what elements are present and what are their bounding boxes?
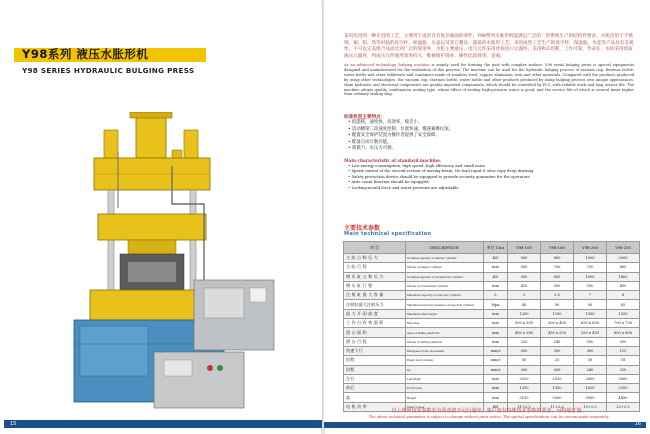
spec-col-header: 单位 Unit [484, 242, 508, 254]
spec-cell: mm/s [484, 356, 508, 365]
features-heading-en: Main characteristic of standard machine. [344, 158, 442, 163]
feature-item-en: • Low energy consumption, high speed, high efficiency and small noise [348, 163, 486, 168]
spec-item-en: Stroke of pressurized cylinder [406, 281, 484, 290]
feature-item-cn: • 配备自动计数功能。 [348, 139, 392, 145]
spec-cell: 750 [574, 263, 607, 272]
spec-item-cn: 回程 [344, 365, 406, 374]
spec-cell: 1300 [541, 384, 574, 393]
spec-item-cn: 快速下行 [344, 346, 406, 355]
spec-item-cn: 增 压 缸 公 称 压 力 [344, 272, 406, 281]
spec-cell: kW [484, 402, 508, 411]
table-row [344, 337, 640, 346]
feature-item-en: • Speed control of the second section of moving beam, No-load rapid & slow copy deep drawing [348, 168, 534, 174]
spec-cell: 350 [574, 281, 607, 290]
table-row [344, 393, 640, 402]
spec-cell: 1200 [541, 309, 574, 318]
spec-item-cn: 电 机 功 率 [344, 402, 406, 411]
footnote-cn: 以上所列技术参数若有更改恕不另行通知，客户如有特殊技术参数的要求，可特别订做。 [391, 408, 587, 414]
footer-bar-left [4, 420, 322, 428]
spec-cell: 1350 [508, 384, 541, 393]
spec-cell: 700 x 700 [607, 319, 640, 328]
spec-cell: mm [484, 384, 508, 393]
page-number-left: 15 [10, 421, 17, 427]
spec-item-cn: 注 射 缸 最 大 容 量 [344, 291, 406, 300]
spec-item-cn: 高 [344, 393, 406, 402]
table-row [344, 281, 640, 290]
right-page [324, 2, 646, 428]
spec-item-en: Front back [406, 384, 484, 393]
intro-text-cn: 采用先进的一种先进的工艺，主要用于成形具有复杂曲面的零件。Y98系列水胀形机能满足广泛的一管系统生产的结构件要求，水机适用于不锈钢、铜、铝、铁等材质的真空杯、保温瓶、水壶以及其它餐具、器皿的水胀形工艺，采用成型工艺生产的真空杯、保温瓶，水壶等产品具有美观性，不可以完美组合从而达到广泛的使用外，水机主要液压、电气元件采用优质进口元器件，采用PLC控制，工作可靠，寿命长，水机采用优质液压元器件，所成压元件使用效率持久，维修维护简单，操作比较简单，直观。 [344, 34, 634, 59]
spec-cell: 300 [574, 346, 607, 355]
features-heading-cn: 标准机型主要特点： [344, 115, 386, 120]
spec-col-header: Y98-200 [574, 242, 607, 254]
spec-cell: 800 [541, 254, 574, 263]
spec-cell: 200 [508, 365, 541, 374]
spec-col-header: Y98-350 [607, 242, 640, 254]
spec-cell: mm [484, 281, 508, 290]
spec-cell: 11+2.2 [508, 402, 541, 411]
table-row [344, 319, 640, 328]
spec-cell: 350 [541, 281, 574, 290]
spec-cell: 2600 [574, 374, 607, 383]
spec-table [343, 241, 640, 412]
spec-cell: Mpa [484, 300, 508, 309]
spec-cell: 600 x 600 [607, 328, 640, 337]
spec-col-header: DESCRIPTION [406, 242, 484, 254]
table-row [344, 263, 640, 272]
spec-cell: 2535 [541, 374, 574, 383]
spec-cell: 800 [607, 263, 640, 272]
spec-item-en: Rapid mold closing [406, 356, 484, 365]
intro-body-en: is mainly used for forming the part with complex surface. Y98 serial bulging press is special equipments designed and manufactured for the realization of this process. The machine can be used for the hydraulic bulging process of vacuum cup, thermos bottle, water bottle and other tableware and containers made of stainless steel, copper, aluminum, iron and other materials. Compared with the products produced by using other technologies, the vacuum cup, thermos bottle, water bottle and other products produced by using bulging process own unique appearances. Main hydraulic and electrical components are quality imported components, which should be controlled by PLC, with reliable work and long service life. The machine adopts quality combination sealing type, whose effect of sealing high-pressure water is good, and the service life of which is several times higher than ordinary sealing ring. [344, 63, 634, 97]
table-row [344, 346, 640, 355]
features-list-en [348, 163, 633, 190]
table-row [344, 254, 640, 263]
spec-cell: 50 [574, 300, 607, 309]
spec-cell: mm [484, 263, 508, 272]
feature-item-en: • Auto count function should be equipped. [348, 179, 430, 185]
spec-item-en: Nominal capacity of pressurized cylinder [406, 272, 484, 281]
table-row [344, 384, 640, 393]
feature-item-cn: • 配置安全保护装置为操作者提供了安全保障。 [348, 133, 440, 138]
spec-heading-cn: 主要技术参数 [344, 225, 381, 232]
spec-cell: 700 [541, 263, 574, 272]
footer-bar-right [324, 422, 646, 428]
spec-cell: 210 [607, 365, 640, 374]
spec-cell: 30 [508, 356, 541, 365]
spec-item-cn: 注射缸最大注射压力 [344, 300, 406, 309]
spec-item-cn: 主 缸 公 称 压 力 [344, 254, 406, 263]
table-row [344, 291, 640, 300]
spec-cell: 650 x 650 [574, 319, 607, 328]
spec-cell: 1300 [574, 309, 607, 318]
spec-cell: 500 x 400 [541, 319, 574, 328]
spec-cell: 85 [607, 300, 640, 309]
spec-cell: mm [484, 337, 508, 346]
spec-cell: mm [484, 393, 508, 402]
spec-cell: 25 [541, 356, 574, 365]
spec-table-header [344, 242, 640, 254]
table-row [344, 356, 640, 365]
spec-cell: 18 [607, 356, 640, 365]
spec-cell: 450 [607, 281, 640, 290]
bulging-press-photo [54, 112, 314, 412]
features-list-cn [348, 120, 628, 153]
spec-cell: mm [484, 319, 508, 328]
spec-cell: 550 x 450 [574, 328, 607, 337]
table-row [344, 365, 640, 374]
spec-cell: 500 [508, 263, 541, 272]
intro-lead-en: As an advanced technology, bulging machine [344, 63, 430, 67]
spec-cell: 1620 [574, 384, 607, 393]
spec-cell: mm/s [484, 365, 508, 374]
spec-item-cn: 工 作 台 有 效 面 积 [344, 319, 406, 328]
spec-cell: 3000 [607, 374, 640, 383]
spec-cell: KN [484, 254, 508, 263]
spec-cell: 5.5 [541, 291, 574, 300]
spec-item-cn: 左右 [344, 374, 406, 383]
spec-cell: 350 [607, 337, 640, 346]
spec-item-cn: 前后 [344, 384, 406, 393]
spec-cell: 4450 [607, 393, 640, 402]
spec-cell: 3 [508, 291, 541, 300]
spec-cell: 1400 [607, 272, 640, 281]
spec-heading-en: Main technical specification [344, 231, 432, 237]
feature-item-cn: • 锁模力、水压力可调。 [348, 146, 396, 151]
table-row [344, 374, 640, 383]
spec-cell: 400 x 380 [508, 328, 541, 337]
spec-item-cn: 主 缸 行 程 [344, 263, 406, 272]
spec-cell: 8 [607, 291, 640, 300]
spec-cell: 22+2.2 [607, 402, 640, 411]
spec-cell: 1500 [607, 309, 640, 318]
spec-cell: 800 [541, 272, 574, 281]
spec-item-en: Maximum injection pressure of injection cylinder [406, 300, 484, 309]
spec-item-en: Left Right [406, 374, 484, 383]
spec-cell: 450 x 350 [541, 328, 574, 337]
intro-text-en [344, 63, 634, 97]
spec-item-en: Maximum shut height [406, 309, 484, 318]
spec-cell: 300 [508, 346, 541, 355]
spec-col-header: 项 目 [344, 242, 406, 254]
spec-cell: 240 [574, 365, 607, 374]
spec-item-cn: 增 压 缸 行 程 [344, 281, 406, 290]
spec-item-cn: 回程 [344, 356, 406, 365]
spec-item-cn: 滑 台 面 积 [344, 328, 406, 337]
spec-col-header: Y98-160 [541, 242, 574, 254]
spec-cell: L [484, 291, 508, 300]
page-number-right: 16 [634, 421, 641, 427]
spec-cell: 3950 [574, 393, 607, 402]
spec-cell: 1000 [574, 254, 607, 263]
product-title-cn: Y98系列 液压水胀形机 [22, 47, 149, 61]
spec-cell: 500 [508, 272, 541, 281]
spec-item-en: Height [406, 393, 484, 402]
spec-cell: 500 x 300 [508, 319, 541, 328]
spec-cell: 11+2.2 [541, 402, 574, 411]
spec-item-en: Up [406, 365, 484, 374]
spec-cell: 300 [541, 346, 574, 355]
spec-cell: 350 [574, 337, 607, 346]
spec-item-en: Motor power [406, 402, 484, 411]
spec-cell: 410 [508, 281, 541, 290]
spec-item-en: Maximum capacity of injection cylinder [406, 291, 484, 300]
spec-cell: mm [484, 328, 508, 337]
spec-cell: 3300 [541, 393, 574, 402]
spec-item-en: Fastspeed down movement [406, 346, 484, 355]
feature-item-en: • Safety protection device should be equipped to provide security guarantee for the operators [348, 173, 530, 179]
spec-item-en: Area of sliding platform [406, 328, 484, 337]
spec-cell: 500 [508, 254, 541, 263]
spec-cell: mm [484, 374, 508, 383]
spec-cell: 2020 [508, 374, 541, 383]
feature-item-cn: • 低能耗，速度快，高效率，噪音小。 [348, 120, 423, 125]
table-row [344, 272, 640, 281]
footnote-en: The above technical parameter is subject to change without prior notice. The special specifications can be custom made separately. [368, 415, 610, 419]
spec-cell: 30 [574, 356, 607, 365]
spec-cell: 50 [541, 300, 574, 309]
table-row [344, 309, 640, 318]
spec-item-en: Stroke of sliding platform [406, 337, 484, 346]
spec-cell: 7 [574, 291, 607, 300]
spec-cell: 220 [508, 337, 541, 346]
spec-cell: 3150 [508, 393, 541, 402]
spec-col-header: Y98-100 [508, 242, 541, 254]
spec-cell: 15+2.2 [574, 402, 607, 411]
spec-cell: 2300 [607, 384, 640, 393]
spec-cell: 240 [541, 337, 574, 346]
feature-item-en: • Locking-mould force and water pressure are adjustable [348, 184, 459, 190]
spec-cell: 115 [607, 346, 640, 355]
feature-item-cn: • 活动横梁二段速度控制，位置快速，慢速兼爆拉深。 [348, 126, 453, 132]
spec-item-en: Stroke of master cylinder [406, 263, 484, 272]
spec-cell: 1200 [508, 309, 541, 318]
left-page [4, 2, 323, 428]
product-title-en: Y98 SERIES HYDRAULIC BULGING PRESS [22, 66, 195, 75]
spec-cell: 1000 [574, 272, 607, 281]
spec-cell: 300 [541, 365, 574, 374]
spec-cell: 2000 [607, 254, 640, 263]
spec-item-en: Bed area [406, 319, 484, 328]
spec-item-cn: 滑 台 行 程 [344, 337, 406, 346]
table-row [344, 300, 640, 309]
spec-cell: mm [484, 309, 508, 318]
table-row [344, 328, 640, 337]
spec-table-body [344, 254, 640, 412]
spec-cell: 40 [508, 300, 541, 309]
spec-cell: mm/s [484, 346, 508, 355]
spec-item-en: Nominal capacity of master cylinder [406, 254, 484, 263]
spec-item-cn: 最 大 开 闭 高 度 [344, 309, 406, 318]
spec-cell: KN [484, 272, 508, 281]
spec-table-wrapper [343, 241, 639, 412]
